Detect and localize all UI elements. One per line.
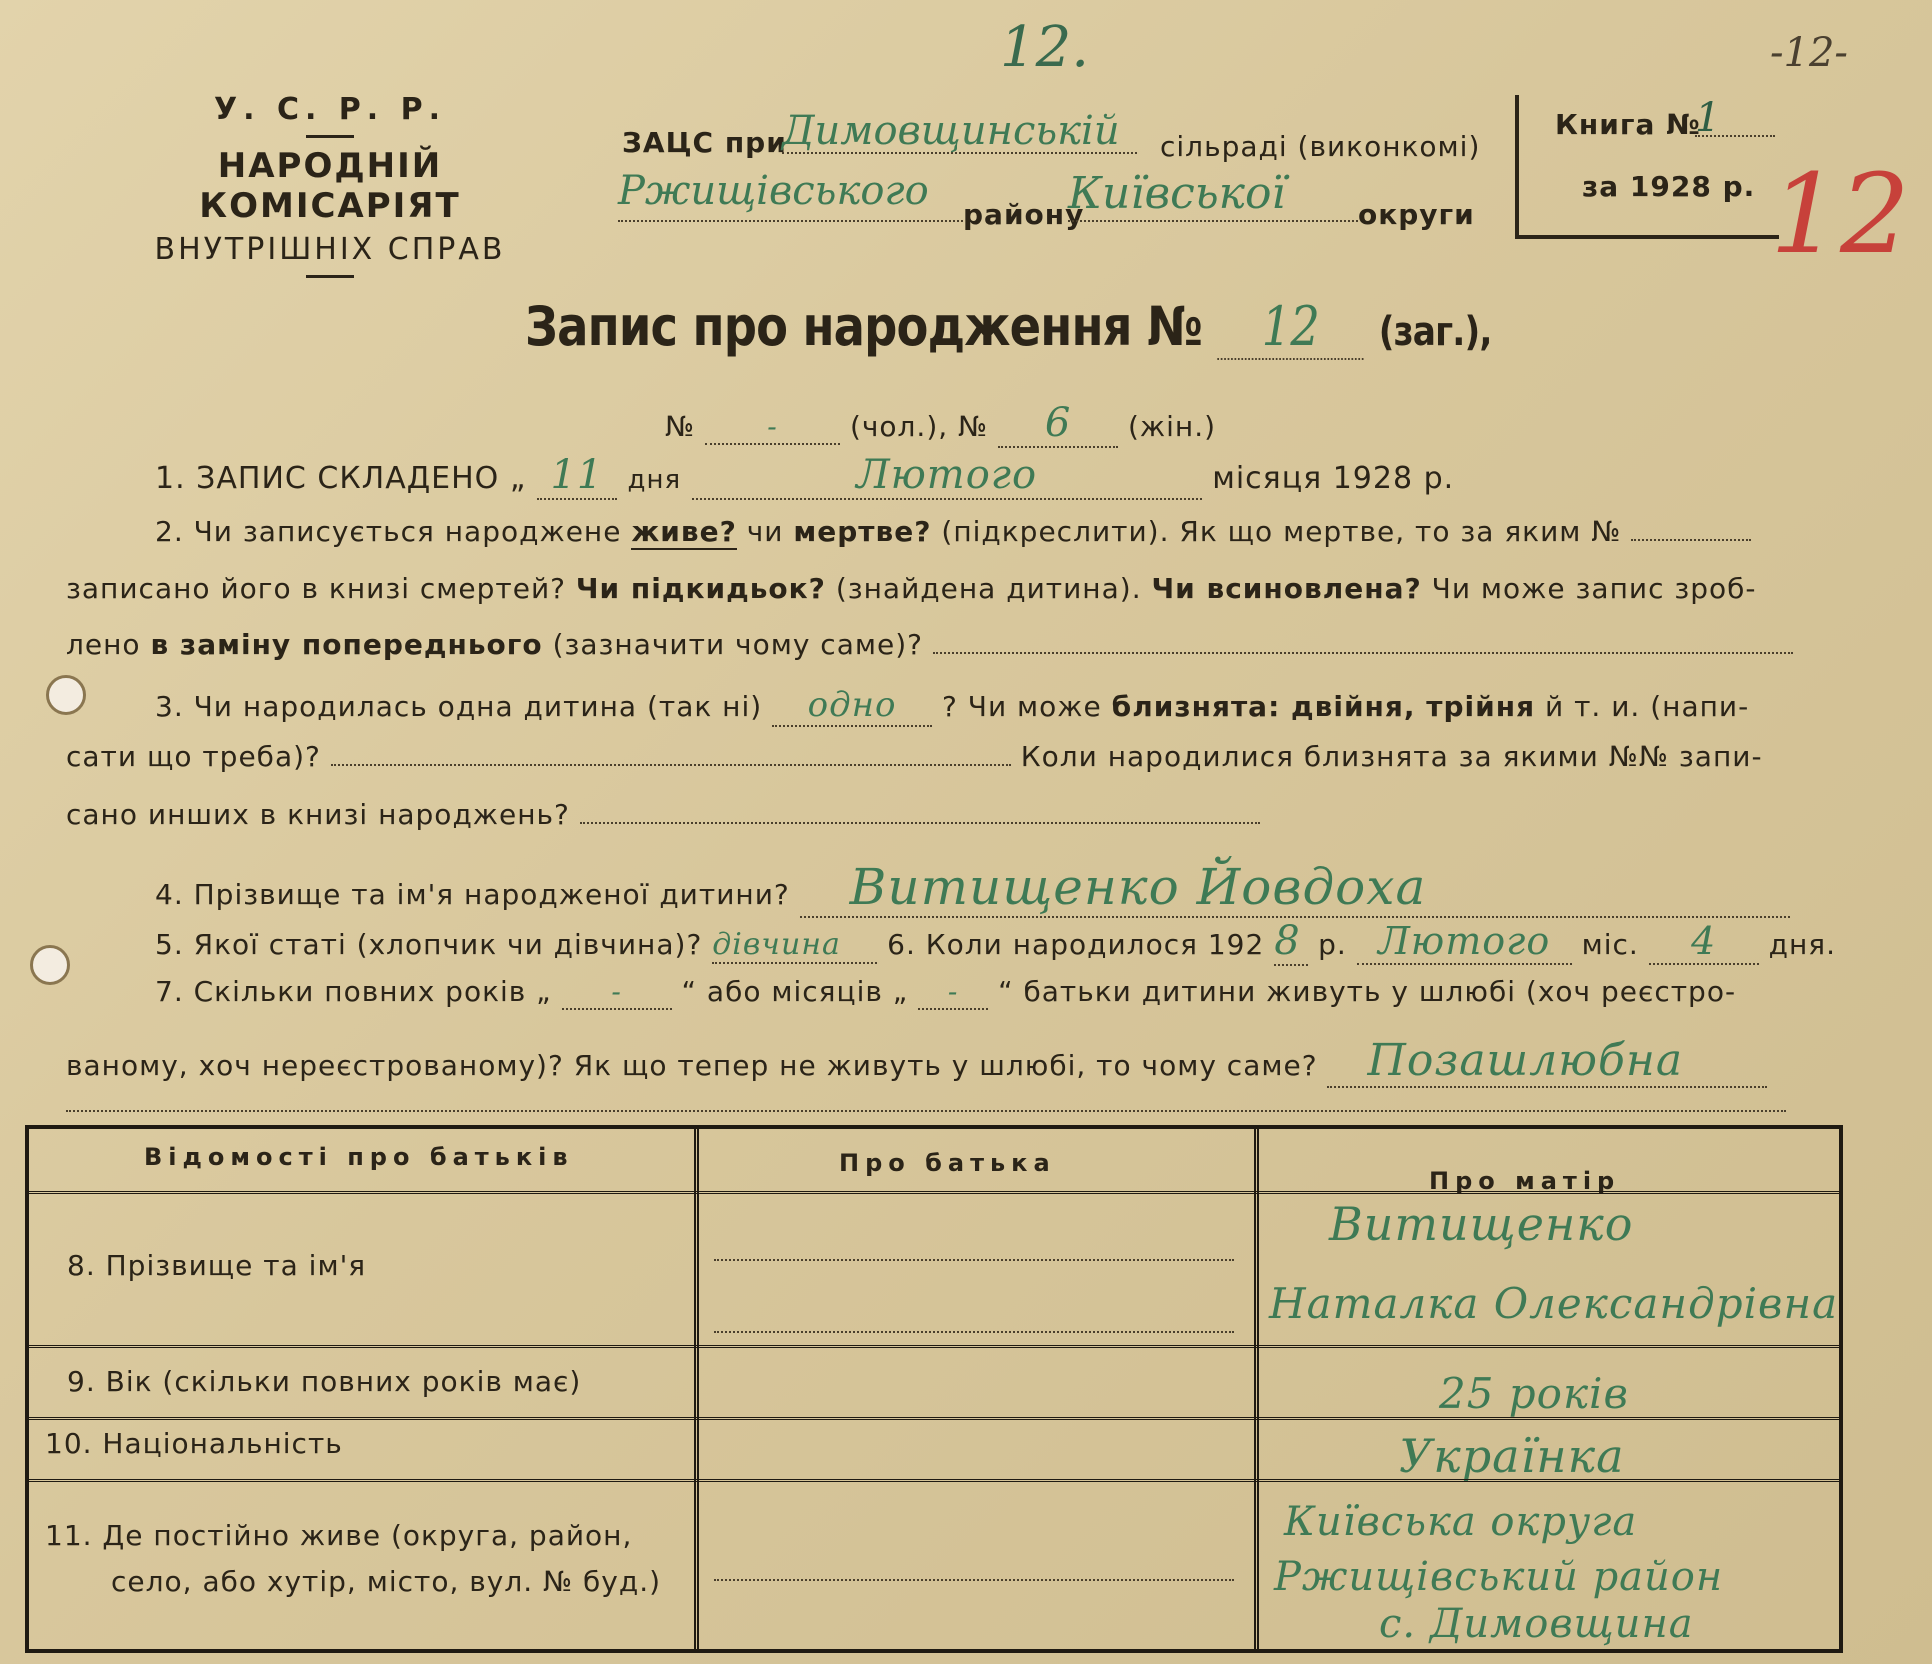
zhin-label: (жін.) <box>1128 410 1217 443</box>
row-11-mother-okrug: Київська округа <box>1284 1499 1638 1545</box>
q6-month-field <box>1357 919 1572 965</box>
country-label: У. С. Р. Р. <box>213 92 447 127</box>
row-8-label: 8. Прізвище та ім'я <box>67 1249 367 1282</box>
divider <box>306 135 354 138</box>
row-8-divider <box>29 1345 1839 1348</box>
col-divider-1 <box>694 1129 699 1649</box>
q7-l2: ваному, хоч нереєстрованому)? Як що тепер не живуть у шлюбі, то чому саме? <box>66 1049 1318 1082</box>
q2-l1a: 2. Чи записується народжене <box>155 515 622 548</box>
red-mark: 12 <box>1770 150 1910 278</box>
q3-l3: сано инших в книзі народжень? <box>66 798 570 831</box>
q1-tail: місяця 1928 р. <box>1212 461 1455 496</box>
q7-years: - <box>611 975 622 1008</box>
village-field <box>782 108 1137 154</box>
col-divider-2 <box>1254 1129 1259 1649</box>
row-9-mother-age: 25 років <box>1439 1369 1629 1418</box>
title-suffix: (заг.), <box>1378 309 1492 355</box>
q2-l3a: лено <box>66 628 141 661</box>
q2-l2a: записано його в книзі смертей? <box>66 572 567 605</box>
row-10-divider <box>29 1479 1839 1482</box>
q2-adopted: Чи всиновлена? <box>1151 572 1422 605</box>
punch-hole-bottom <box>30 945 70 985</box>
q7-months: - <box>947 975 959 1008</box>
parents-table <box>25 1125 1843 1653</box>
q6-year-field <box>1274 918 1308 966</box>
q7-answer: Позашлюбна <box>1367 1035 1684 1086</box>
chol-field <box>705 410 840 445</box>
book-label: Книга № <box>1555 108 1701 141</box>
q1-day: 11 <box>550 452 604 498</box>
q6-mis: міс. <box>1581 928 1639 961</box>
question-5-6 <box>155 918 1836 966</box>
q2-dead: мертве? <box>793 515 932 548</box>
q5-answer: дівчина <box>712 927 841 962</box>
no-sign: № <box>665 410 696 443</box>
q6-year: 8 <box>1274 918 1301 964</box>
question-7-line-1 <box>155 975 1736 1010</box>
q7-years-field <box>562 975 672 1010</box>
header-parents-info: Відомості про батьків <box>144 1143 574 1171</box>
row-10-mother-nationality: Українка <box>1399 1429 1625 1483</box>
question-2-line-1 <box>155 515 1751 548</box>
q6-day: 4 <box>1691 919 1717 963</box>
row-11-label-1: 11. Де постійно живе (округа, район, <box>45 1519 633 1552</box>
row-8-father-line-1 <box>714 1239 1234 1261</box>
q2-l1c: (підкреслити). Як що мертве, то за яким № <box>941 515 1622 548</box>
q6-month: Лютого <box>1378 919 1551 963</box>
q2-l3b: (зазначити чому саме)? <box>552 628 923 661</box>
row-8-mother-surname: Витищенко <box>1329 1197 1634 1251</box>
page-number-corner: -12- <box>1770 30 1848 76</box>
book-number: 1 <box>1695 95 1721 141</box>
q1-month: Лютого <box>856 452 1038 498</box>
q6-dnya: дня. <box>1768 928 1837 961</box>
village-value: Димовщинській <box>782 108 1120 154</box>
q2-reason-field <box>933 652 1793 654</box>
q3-numbers-field <box>580 822 1260 824</box>
q3-l2b: Коли народилися близнята за якими №№ запи- <box>1020 740 1763 773</box>
q2-l1b: чи <box>746 515 784 548</box>
chol-label: (чол.), № <box>849 410 989 443</box>
header-divider <box>29 1191 1839 1194</box>
page-number-top: 12. <box>1000 15 1090 80</box>
title-label: Запис про народження № <box>525 295 1202 358</box>
zhin-field <box>998 400 1118 448</box>
q7-l1b: “ або місяців „ <box>681 975 909 1008</box>
row-9-divider <box>29 1417 1839 1420</box>
q3-twins-field <box>331 764 1011 766</box>
row-11-mother-village: с. Димовщина <box>1379 1601 1694 1647</box>
district-value: Ржищівського <box>618 168 929 214</box>
okrug-field <box>1068 168 1358 222</box>
q7-extra-line <box>66 1080 1786 1112</box>
header-mother: Про матір <box>1429 1167 1621 1195</box>
question-4 <box>155 858 1790 918</box>
divider <box>306 275 354 278</box>
question-3-line-1 <box>155 685 1749 727</box>
question-2-line-2 <box>66 572 1757 605</box>
row-11-mother-district: Ржищівський район <box>1274 1554 1724 1600</box>
q3-l2a: сати що треба)? <box>66 740 321 773</box>
q6-r: р. <box>1318 928 1347 961</box>
district-label: району <box>963 198 1085 231</box>
q4-answer: Витищенко Йовдоха <box>849 858 1427 916</box>
question-3-line-2 <box>66 740 1763 773</box>
q2-replace: в заміну попереднього <box>150 628 543 661</box>
ministry-dept: ВНУТРІШНІХ СПРАВ <box>154 232 506 267</box>
q3-answer-field <box>772 685 932 727</box>
ministry-name: НАРОДНІЙ КОМІСАРІЯТ <box>199 146 461 226</box>
record-title <box>525 295 1492 360</box>
q6-label: 6. Коли народилося 192 <box>887 928 1265 961</box>
q1-day-label: дня <box>627 465 682 495</box>
chol-value: - <box>767 410 778 443</box>
row-10-label: 10. Національність <box>45 1427 343 1460</box>
q1-day-field <box>537 452 617 500</box>
ministry-header <box>100 92 560 286</box>
okrug-value: Київської <box>1068 168 1286 219</box>
q3-l1a: 3. Чи народилась одна дитина (так ні) <box>155 690 763 723</box>
row-11-label-2: село, або хутір, місто, вул. № буд.) <box>111 1565 662 1598</box>
zags-label: ЗАЦС при <box>622 126 787 159</box>
header-father: Про батька <box>839 1149 1056 1177</box>
q1-label: 1. ЗАПИС СКЛАДЕНО „ <box>155 461 527 496</box>
q7-months-field <box>918 975 988 1010</box>
q7-l1a: 7. Скільки повних років „ <box>155 975 552 1008</box>
q2-death-number-field <box>1631 539 1751 541</box>
sub-number-line <box>665 400 1216 448</box>
q2-foundling: Чи підкидьок? <box>575 572 826 605</box>
row-11-father-line <box>714 1559 1234 1581</box>
council-label: сільраді (виконкомі) <box>1160 130 1481 163</box>
punch-hole-top <box>46 675 86 715</box>
book-number-field <box>1695 95 1775 141</box>
q1-month-field <box>692 452 1202 500</box>
title-number-field <box>1217 295 1363 360</box>
q3-answer: одно <box>807 685 897 725</box>
q5-label: 5. Якої статі (хлопчик чи дівчина)? <box>155 928 703 961</box>
q2-l2c: Чи може запис зроб- <box>1431 572 1757 605</box>
district-field <box>618 168 963 222</box>
title-number: 12 <box>1261 295 1320 358</box>
row-8-mother-name: Наталка Олександрівна <box>1269 1279 1839 1328</box>
book-year: за 1928 р. <box>1582 170 1756 203</box>
q7-l1c: “ батьки дитини живуть у шлюбі (хоч реєстро- <box>998 975 1737 1008</box>
q3-twins: близнята: двійня, трійня <box>1111 690 1536 723</box>
question-2-line-3 <box>66 628 1793 661</box>
q2-alive: живе? <box>631 515 737 548</box>
row-8-father-line-2 <box>714 1311 1234 1333</box>
okrug-label: округи <box>1358 198 1475 231</box>
q5-answer-field <box>712 927 877 964</box>
q4-label: 4. Прізвище та ім'я народженої дитини? <box>155 878 790 911</box>
q2-l2b: (знайдена дитина). <box>835 572 1142 605</box>
row-9-label: 9. Вік (скільки повних років має) <box>67 1365 582 1398</box>
q4-answer-field <box>800 858 1790 918</box>
q3-l1b: ? Чи може <box>942 690 1102 723</box>
question-1 <box>155 452 1454 500</box>
zhin-value: 6 <box>1044 400 1072 446</box>
q3-l1c: й т. и. (напи- <box>1545 690 1750 723</box>
question-3-line-3 <box>66 798 1260 831</box>
q6-day-field <box>1649 919 1759 965</box>
